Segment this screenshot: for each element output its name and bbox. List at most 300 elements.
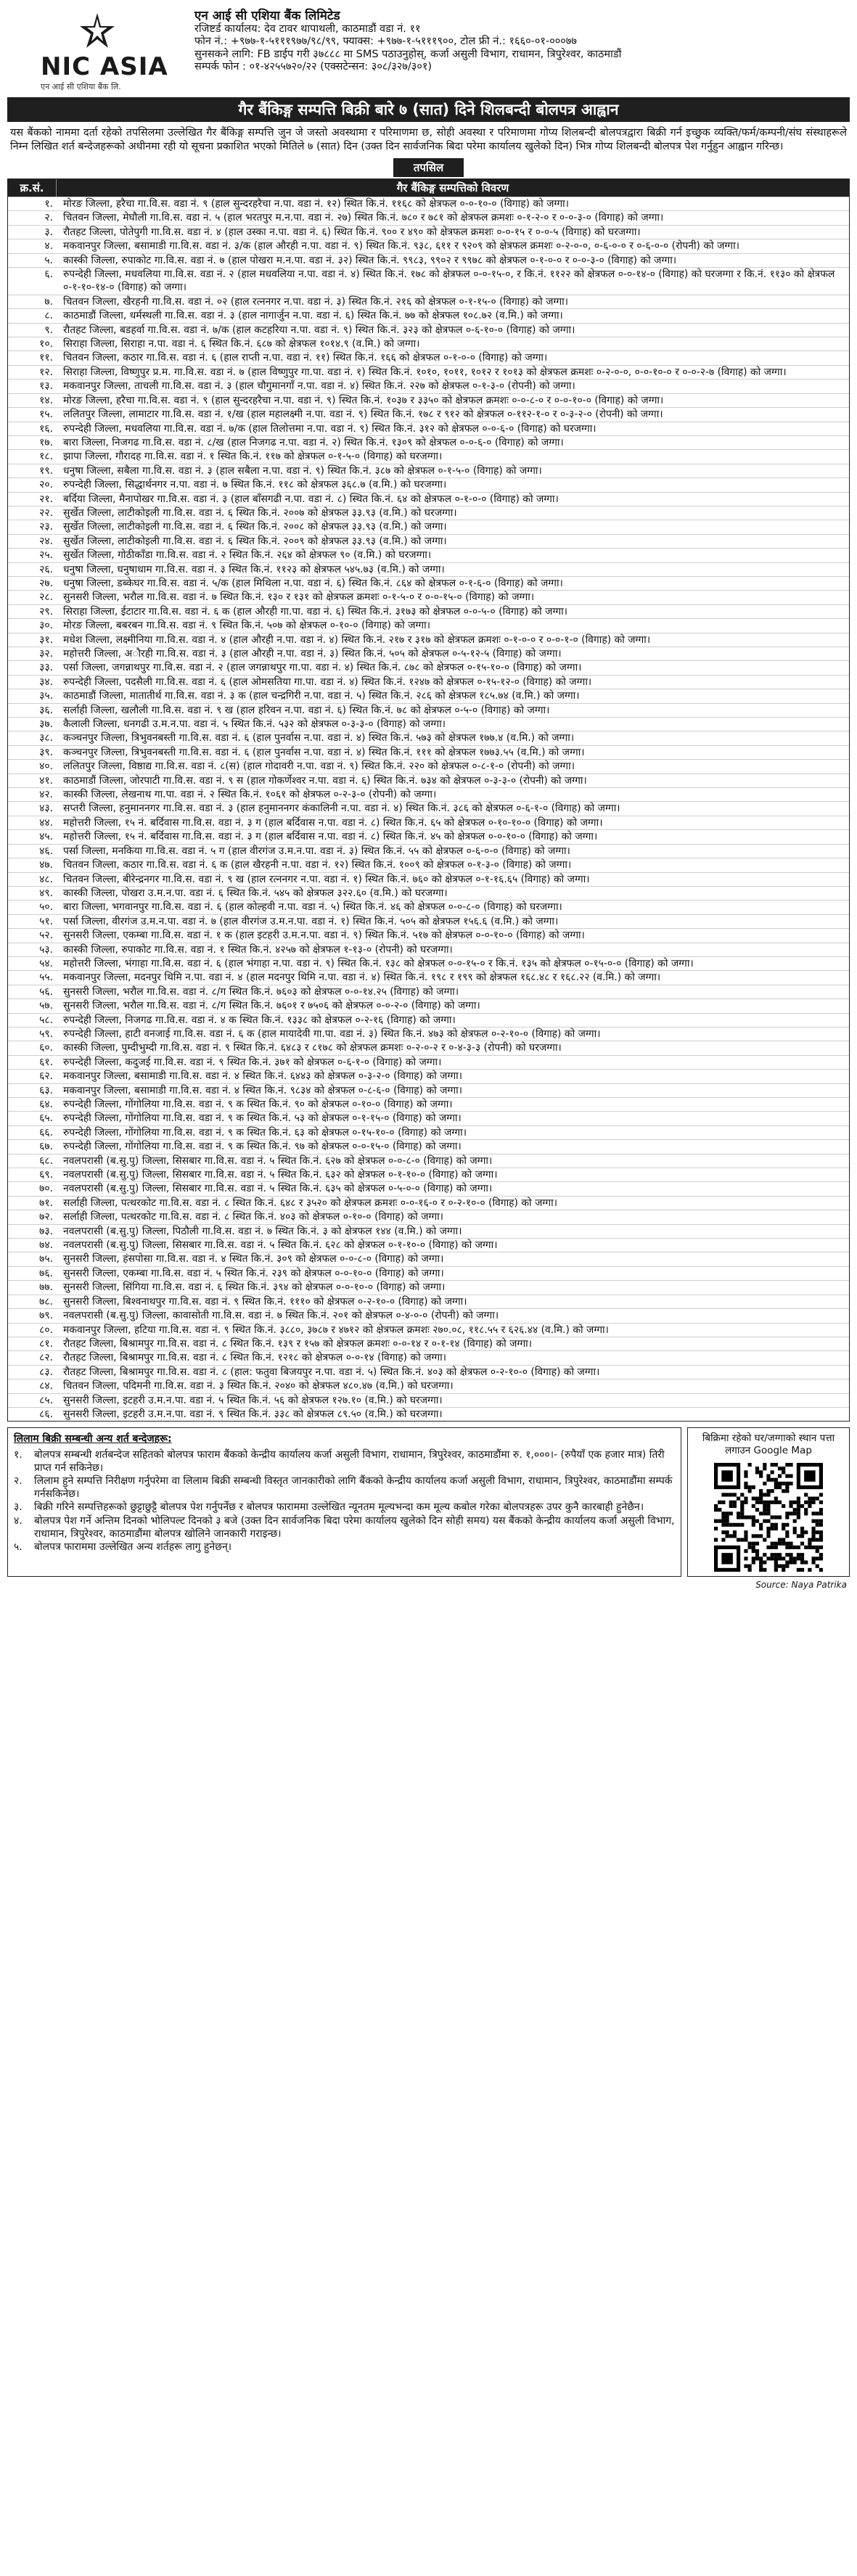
row-description: सर्लाही जिल्ला, खलौली गा.वि.स. वडा नं. ९ ख (हाल हरिवन न.पा. वडा नं. ६) स्थित कि.नं. ७८ को क्षेत्रफल ०-५-० (विगाह) को जग्गा। xyxy=(63,704,550,716)
row-number: ६१. xyxy=(39,1056,53,1068)
row-description: नवलपरासी (ब.सु.पु) जिल्ला, पिठौली गा.वि.स. वडा नं. ७ स्थित कि.नं. ३ को क्षेत्रफल १४४ (व.मि.) को जग्गा। xyxy=(63,1225,462,1237)
table-row xyxy=(8,731,849,745)
term-text: बिक्री गरिने सम्पत्तिहरूको छुट्टाछुट्टै बोलपत्र पेश गर्नुपर्नेछ र बोलपत्र फाराममा उल्लेखित न्यूनतम मूल्यभन्दा कम मूल्य कबोल गरेका बोलपत्रहरू उपर कुनै कारबाही हुनेछैन। xyxy=(34,1501,644,1514)
row-description: काठमाडौं जिल्ला, जोरपाटी गा.वि.स. वडा नं. ९ स (हाल गोकर्णेश्वर न.पा. वडा नं. ६) स्थित कि.नं. ७३४ को क्षेत्रफल ०-३-३-० (रोपनी) को जग्गा। xyxy=(63,774,587,787)
row-number: १९. xyxy=(39,464,53,477)
table-row xyxy=(8,943,849,956)
table-row xyxy=(8,1266,849,1280)
row-description: नवलपरासी (ब.सु.पु) जिल्ला, सिसबार गा.वि.स. वडा नं. ५ स्थित कि.नं. ६३५ को क्षेत्रफल ०-५-०-० (विगाह) को जग्गा। xyxy=(63,1183,493,1195)
table-row xyxy=(8,492,849,506)
table-row xyxy=(8,1168,849,1181)
row-description: रौतहट जिल्ला, बिश्रामपुर गा.वि.स. वडा नं. ८ स्थित कि.नं. १२१८ को क्षेत्रफल ०-०-१४ (विगाह) को जग्गा। xyxy=(63,1352,446,1364)
term-number: २. xyxy=(14,1474,22,1487)
row-description: सुनसरी जिल्ला, इटहरी उ.म.न.पा. वडा नं. ५ स्थित कि.नं. ५६ को क्षेत्रफल १२७.१० (व.मि.) को घरजग्गा। xyxy=(63,1394,443,1406)
table-row xyxy=(8,534,849,548)
row-description: सर्लाही जिल्ला, पत्थरकोट गा.वि.स. वडा नं. ८ स्थित कि.नं. ४०३ को क्षेत्रफल ०-१०-० (विगाह) को जग्गा। xyxy=(63,1211,444,1223)
row-description: सुर्खेत जिल्ला, लाटीकोइली गा.वि.स. वडा नं. ६ स्थित कि.नं. २००७ को क्षेत्रफल ३३.९३ (व.मि.) को घरजग्गा। xyxy=(63,506,457,519)
row-number: ५८. xyxy=(39,1014,53,1026)
row-number: ५७. xyxy=(39,1000,53,1012)
row-number: ४३. xyxy=(39,803,53,815)
row-description: नवलपरासी (ब.सु.पु) जिल्ला, कावासोती गा.वि.स. वडा नं. ७ स्थित कि.नं. २०१ को क्षेत्रफल ०-४-०-० (रोपनी) को जग्गा। xyxy=(63,1310,499,1322)
table-row xyxy=(8,365,849,379)
term-item xyxy=(14,1501,675,1514)
table-row xyxy=(8,407,849,421)
intro-paragraph: यस बैंकको नाममा दर्ता रहेको तपसिलमा उल्लेखित गैर बैंकिङ्ग सम्पत्ति जुन जे जस्तो अवस्थामा र परिमाणमा छ, सोही अवस्था र परिमाणमा गोप्य शिलबन्दी बोलपत्रद्वारा बिक्री गर्न इच्छुक व्यक्ति/फर्म/कम्पनी/संघ संस्थाहरूले निम्न लिखित शर्त बन्देजहरूको अधीनमा रही यो सूचना प्रकाशित भएको मितिले ७ (सात) दिन (उक्त दिन सार्वजनिक बिदा परेमा कार्यालय खुलेको दिन) भित्र गोप्य शिलबन्दी बोलपत्र पेश गर्नुहुन आह्वान गरिन्छ। xyxy=(10,127,847,152)
row-number: ६४. xyxy=(39,1099,53,1110)
term-number: ४. xyxy=(14,1514,22,1527)
row-number: ७६. xyxy=(39,1267,53,1279)
row-description: कञ्चनपुर जिल्ला, त्रिभुवनबस्ती गा.वि.स. वडा नं. ६ (हाल पुनर्वास न.पा. वडा नं. ४) स्थित कि.नं. १११ को क्षेत्रफल १७७३.५५ (व.मि.) को जग्गा। xyxy=(63,746,585,758)
table-row xyxy=(8,872,849,886)
row-number: ४६. xyxy=(39,845,53,857)
row-description: रुपन्देही जिल्ला, मधवलिया गा.वि.स. वडा नं. २ (हाल मधवलिया न.पा. वडा नं. ४) स्थित कि.नं. १७८ को क्षेत्रफल ०-०-१५-०, र कि.नं. ११२२ को क्षेत्रफल ०-०-१४-० (विगाह) को घरजग्गा र कि.नं. ११३० को क्षेत्रफल ०-१-१०-१४-० (विगाह) को जग्गा। xyxy=(63,268,835,294)
bank-name: एन आई सी एशिया बैंक लिमिटेड xyxy=(194,9,340,23)
row-number: ४७. xyxy=(39,859,53,871)
row-number: ७४. xyxy=(39,1239,53,1252)
row-description: चितवन जिल्ला, पदिमनी गा.वि.स. वडा नं. ३ स्थित कि.नं. २०४० को क्षेत्रफल ४८०.४७ (व.मि.) को घरजग्गा। xyxy=(63,1380,454,1392)
row-number: ४२. xyxy=(39,789,53,801)
row-description: बारा जिल्ला, भगवानपुर गा.वि.स. वडा नं. ६ (हाल कोल्हवी न.पा. वडा नं. ५) स्थित कि.नं. ४६ को क्षेत्रफल ०-०-८-० (विगाह) को घरजग्गा। xyxy=(63,901,562,914)
table-row xyxy=(8,210,849,224)
row-description: चितवन जिल्ला, खैरहनी गा.वि.स. वडा नं. ०२ (हाल रत्ननगर न.पा. वडा नं. ३) स्थित कि.नं. २१६ को क्षेत्रफल ०-१-१५-० (विगाह) को जग्गा। xyxy=(63,295,569,308)
row-description: बर्दिया जिल्ला, मैनापोखर गा.वि.स. वडा नं. ३ (हाल बाँसगढी न.पा. वडा नं. ८) स्थित कि.नं. ६४ को क्षेत्रफल ०-१-०-० (विगाह) को जग्गा। xyxy=(63,493,559,505)
row-number: ६८. xyxy=(39,1154,53,1167)
row-description: रुपन्देही जिल्ला, मधवलिया गा.वि.स. वडा नं. ७/क (हाल तिलोत्तमा न.पा. वडा नं. ९) स्थित कि.नं. ३१२ को क्षेत्रफल ०-०-६-० (विगाह) को घरजग्गा। xyxy=(63,422,596,435)
table-row xyxy=(8,1097,849,1111)
row-number: २४. xyxy=(39,535,53,547)
qr-box xyxy=(687,1427,850,1577)
row-description: महोत्तरी जिल्ला, अाैरही गा.वि.स. वडा नं. ३ (हाल औरही न.पा. वडा नं. ३) स्थित कि.नं. ५०५ को क्षेत्रफल ०-५-१२-५ (विगाह) को जग्गा। xyxy=(63,648,562,660)
row-number: ६०. xyxy=(39,1042,53,1054)
row-number: ५६. xyxy=(39,985,53,998)
row-number: ४१. xyxy=(39,774,53,787)
table-row xyxy=(8,801,849,815)
table-row xyxy=(8,1224,849,1238)
row-description: चितवन जिल्ला, बीरेन्द्रनगर गा.वि.स. वडा नं. ९ ख (हाल रत्ननगर न.पा. वडा नं. १) स्थित कि.नं. ७६० को क्षेत्रफल ०-१-१६.६५ (विगाह) को जग्गा। xyxy=(63,873,590,885)
row-description: मोरङ जिल्ला, हरैचा गा.वि.स. वडा नं. ९ (हाल सुन्दरहरैचा न.पा. वडा नं. १२) स्थित कि.नं. ११६८ को क्षेत्रफल ०-०-१०-० (विगाह) को जग्गा। xyxy=(63,198,570,210)
table-row xyxy=(8,745,849,759)
row-description: रुपन्देही जिल्ला, निजगढ गा.वि.स. वडा नं. ४ क स्थित कि.नं. १३३८ को क्षेत्रफल ०-२-१६ (विगाह) को जग्गा। xyxy=(63,1014,456,1026)
row-number: ९. xyxy=(44,324,53,336)
row-description: रुपन्देही जिल्ला, हाटी वनजाई गा.वि.स. वडा नं. ६ क (हाल मायादेवी गा.पा. वडा नं. ३) स्थित कि.नं. ४७३ को क्षेत्रफल ०-२-१०-० (विगाह) को जग्गा। xyxy=(63,1027,601,1040)
row-description: ललितपुर जिल्ला, लामाटार गा.वि.स. वडा नं. १/ख (हाल महालक्ष्मी न.पा. वडा नं. ९) स्थित कि.नं. १७८ र ९१२ को क्षेत्रफल ०-११२-१-० र ०-३-२-० (रोपनी) को जग्गा। xyxy=(63,409,663,421)
term-item xyxy=(14,1514,675,1541)
term-number: १. xyxy=(14,1448,22,1461)
bank-contact: सम्पर्क फोन : ०१-४२५५७२०/२२ (एक्सटेन्सन: ३०८/३२७/३०१) xyxy=(194,61,432,73)
term-number: ३. xyxy=(14,1501,22,1514)
table-row xyxy=(8,1210,849,1223)
term-number: ५. xyxy=(14,1541,22,1553)
terms-list xyxy=(14,1448,675,1554)
table-row xyxy=(8,379,849,393)
schedule-heading xyxy=(7,158,850,177)
row-number: ६५. xyxy=(39,1112,53,1125)
table-row xyxy=(8,1393,849,1407)
row-description: मकवानपुर जिल्ला, ताचली गा.वि.स. वडा नं. ३ (हाल चौगुमानगाँ न.पा. वडा नं. ४) स्थित कि.नं. २२७ को क्षेत्रफल ०-१-३-० (रोपनी) को जग्गा। xyxy=(63,380,575,393)
row-number: १७. xyxy=(39,436,53,448)
row-description: बारा जिल्ला, निजगढ गा.वि.स. वडा नं. ८/ख (हाल निजगढ न.पा. वडा नं. २) स्थित कि.नं. १३०९ को क्षेत्रफल ०-०-६-० (विगाह) को जग्गा। xyxy=(63,436,564,448)
row-number: १२. xyxy=(39,366,53,378)
row-description: सुनसरी जिल्ला, भरौल गा.वि.स. वडा नं. ८/ग स्थित कि.नं. ७६०१ र ७५०६ को क्षेत्रफल ०-०-२-० (विगाह) को जग्गा। xyxy=(63,1000,480,1012)
row-number: ३७. xyxy=(39,718,53,731)
row-description: रुपन्देही जिल्ला, सिद्धार्थनगर न.पा. वडा नं. ७ स्थित कि.नं. ११८ को क्षेत्रफल ३६८.७ (व.मि.) को घरजग्गा। xyxy=(63,479,447,491)
table-row xyxy=(8,759,849,773)
row-number: ६७. xyxy=(39,1141,53,1153)
row-description: रुपन्देही जिल्ला, गोंगोलिया गा.वि.स. वडा नं. ९ क स्थित कि.नं. ९७ को क्षेत्रफल ०-०-१५-० (विगाह) को जग्गा। xyxy=(63,1141,462,1153)
row-description: कास्की जिल्ला, लेखनाथ गा.पा. वडा नं. २ स्थित कि.नं. १०६१ को क्षेत्रफल ०-२-३-० (रोपनी) को जग्गा। xyxy=(63,789,437,801)
table-row xyxy=(8,1055,849,1069)
table-row xyxy=(8,308,849,322)
row-description: रुपन्देही जिल्ला, गोंगोलिया गा.वि.स. वडा नं. ९ क स्थित कि.नं. ५३ को क्षेत्रफल ०-१-१५-० (विगाह) को जग्गा। xyxy=(63,1112,462,1125)
row-number: ४०. xyxy=(39,760,53,773)
table-row xyxy=(8,1337,849,1350)
row-number: ३२. xyxy=(39,648,53,660)
row-description: सप्तरी जिल्ला, हनुमाननगर गा.वि.स. वडा नं. ३ (हाल हनुमाननगर कंकालिनी न.पा. वडा नं. ४) स्थित कि.नं. ३८६ को क्षेत्रफल ०-६-१-० (विगाह) को जग्गा। xyxy=(63,803,620,815)
row-description: पर्सा जिल्ला, वीरगंज उ.म.न.पा. वडा नं. ७ (हाल वीरगंज उ.म.न.पा. वडा नं. १) स्थित कि.नं. ५०५ को क्षेत्रफल १५६.६ (व.मि.) को जग्गा। xyxy=(63,915,559,927)
table-row xyxy=(8,1125,849,1139)
row-description: कास्की जिल्ला, पोखरा उ.म.न.पा. वडा नं. ६ स्थित कि.नं. ५४५ को क्षेत्रफल ३२२.६० (व.मि.) को घरजग्गा। xyxy=(63,887,448,899)
row-description: रुपन्देही जिल्ला, गोंगोलिया गा.वि.स. वडा नं. ९ क स्थित कि.नं. ९० को क्षेत्रफल ०-१०-० (विगाह) को जग्गा। xyxy=(63,1099,453,1110)
row-description: रुपन्देही जिल्ला, पदसैली गा.वि.स. वडा नं. ६ (हाल ओमसतिया गा.पा. वडा नं. ४) स्थित कि.नं. १२४७ को क्षेत्रफल ०-१५-१२-० (विगाह) को जग्गा। xyxy=(63,676,592,688)
row-description: मकवानपुर जिल्ला, बसामाडी गा.वि.स. वडा नं. ४ स्थित कि.नं. ९८३४ को क्षेत्रफल ०-८-६-० (विगाह) को जग्गा। xyxy=(63,1084,463,1096)
notice-title: गैर बैंकिङ्ग सम्पत्ति बिक्री बारे ७ (सात) दिने शिलबन्दी बोलपत्र आह्वान xyxy=(7,97,850,122)
table-row xyxy=(8,562,849,576)
table-row xyxy=(8,295,849,308)
table-row xyxy=(8,956,849,970)
row-number: २९. xyxy=(39,605,53,618)
table-row xyxy=(8,1111,849,1125)
row-number: ३१. xyxy=(39,633,53,646)
table-row xyxy=(8,1196,849,1210)
logo-tagline: एन आई सी एशिया बैंक लि. xyxy=(41,82,121,91)
row-number: ७०. xyxy=(39,1183,53,1195)
row-number: ७२. xyxy=(39,1211,53,1223)
table-row xyxy=(8,1252,849,1266)
table-row xyxy=(8,717,849,731)
table-row xyxy=(8,998,849,1012)
table-row xyxy=(8,1323,849,1337)
header xyxy=(7,6,850,94)
table-row xyxy=(8,970,849,984)
term-item xyxy=(14,1448,675,1474)
table-row xyxy=(8,449,849,463)
row-description: सुनसरी जिल्ला, सिंगिया गा.वि.स. वडा नं. ६ स्थित कि.नं. ३९४ को क्षेत्रफल ०-०-१०-० (विगाह) को जग्गा। xyxy=(63,1281,446,1294)
table-row xyxy=(8,774,849,787)
row-number: ५३. xyxy=(39,943,53,956)
row-number: ८१. xyxy=(39,1337,53,1350)
table-row xyxy=(8,647,849,660)
table-row xyxy=(8,618,849,632)
row-number: १०. xyxy=(39,338,53,350)
table-row xyxy=(8,633,849,647)
row-number: ५९. xyxy=(39,1027,53,1040)
row-number: ७३. xyxy=(39,1225,53,1237)
bottom-section xyxy=(7,1427,850,1577)
row-description: कास्की जिल्ला, रुपाकोट गा.वि.स. वडा नं. ७ (हाल पोखरा म.न.पा. वडा नं. ३२) स्थित कि.नं. ९९८३, ९९०२ र ९९७८ को क्षेत्रफल ०-१-०-० र ०-०-३-० (विगाह) को जग्गा। xyxy=(63,254,677,266)
row-number: १८. xyxy=(39,451,53,463)
table-row xyxy=(8,858,849,871)
row-description: मकवानपुर जिल्ला, हटिया गा.वि.स. वडा नं. ९ स्थित कि.नं. ३८८०, ३७८७ र ४७१२ को क्षेत्रफल क्रमशः २७०.०८, ११८.५५ र ६२६.४४ (व.मि.) को जग्गा। xyxy=(63,1324,609,1336)
table-row xyxy=(8,590,849,604)
table-row xyxy=(8,1308,849,1322)
table-row xyxy=(8,1139,849,1153)
table-row xyxy=(8,576,849,590)
row-number: ३. xyxy=(44,226,53,238)
row-number: ३०. xyxy=(39,620,53,632)
row-number: ८३. xyxy=(39,1366,53,1378)
table-row xyxy=(8,604,849,618)
row-description: सिराहा जिल्ला, विष्णुपुर प्र.म. गा.वि.स. वडा नं. ७ (हाल विष्णुपुर गा.पा. वडा नं. १) स्थित कि.नं. १०१०, १०११, १०१२ र १०१३ को क्षेत्रफल क्रमशः ०-२-०-०, ०-०-१०-० र ०-०-२-७ (विगाह) को जग्गा। xyxy=(63,366,787,378)
row-number: २१. xyxy=(39,493,53,505)
table-row xyxy=(8,225,849,239)
table-row xyxy=(8,422,849,435)
table-row xyxy=(8,703,849,717)
row-description: सर्लाही जिल्ला, पत्थरकोट गा.वि.स. वडा नं. ८ स्थित कि.नं. ६४८ र ३५२० को क्षेत्रफल क्रमशः ०-०-१६-० र ०-२-१०-० (विगाह) को जग्गा। xyxy=(63,1197,557,1209)
table-row xyxy=(8,393,849,407)
row-description: सुनसरी जिल्ला, इटहरी उ.म.न.पा. वडा नं. ९ स्थित कि.नं. ३३८ को क्षेत्रफल ८९.५० (व.मि.) को घरजग्गा। xyxy=(63,1408,443,1420)
term-text: लिलाम हुने सम्पत्ति निरीक्षण गर्नुपरेमा वा लिलाम बिक्री सम्बन्धी विस्तृत जानकारीको लागि बैंकको केन्द्रीय कार्यालय कर्जा असुली विभाग, राधामान, त्रिपुरेश्वर, काठमाडौंमा सम्पर्क गर्नसकिनेछ। xyxy=(34,1474,673,1501)
row-description: मोरङ जिल्ला, बबरबन गा.वि.स. वडा नं. ९ स्थित कि.नं. ५०७ को क्षेत्रफल ०-१०-० (विगाह) को जग्गा। xyxy=(63,620,430,632)
bank-logo xyxy=(12,9,186,90)
table-row xyxy=(8,464,849,477)
term-item xyxy=(14,1541,675,1554)
row-description: सिराहा जिल्ला, सिराहा न.पा. वडा नं. ६ स्थित कि.नं. ६८७ को क्षेत्रफल १०१४.९ (व.मि.) को जग्गा। xyxy=(63,338,420,350)
table-row xyxy=(8,239,849,253)
row-number: ४. xyxy=(44,240,53,253)
logo-text: NIC ASIA xyxy=(41,52,168,81)
row-number: ७५. xyxy=(39,1253,53,1266)
row-number: ४९. xyxy=(39,887,53,899)
row-description: रुपन्देही जिल्ला, गोंगोलिया गा.वि.स. वडा नं. ९ क स्थित कि.नं. ६३ को क्षेत्रफल ०-१५-१०-० (विगाह) को जग्गा। xyxy=(63,1126,467,1139)
row-description: रौतहट जिल्ला, बिश्रामपुर गा.वि.स. वडा नं. ८ (हाल: फतुवा बिजयपुर न.पा. वडा नं. ५) स्थित कि.नं. ४०३ को क्षेत्रफल ०-२-१०-० (विगाह) को जग्गा। xyxy=(63,1366,600,1378)
row-number: ३८. xyxy=(39,732,53,745)
row-number: २७. xyxy=(39,577,53,589)
row-description: मकवानपुर जिल्ला, बसामाडी गा.वि.स. वडा नं. ३/क (हाल औरही न.पा. वडा नं. ९) स्थित कि.नं. ९३८, ६११ र ९२०९ को क्षेत्रफल क्रमशः ०-२-०-०, ०-६-०-० र ०-६-०-० (रोपनी) को जग्गा। xyxy=(63,240,739,253)
schedule-label: तपसिल xyxy=(393,158,464,177)
row-description: रुपन्देही जिल्ला, कदुजई गा.वि.स. वडा नं. ९ स्थित कि.नं. ३७१ को क्षेत्रफल ०-६-१-० (विगाह) को जग्गा। xyxy=(63,1056,442,1068)
row-description: कैलाली जिल्ला, धनगढी उ.म.न.पा. वडा नं. ५ स्थित कि.नं. ५३२ को क्षेत्रफल ०-३-३-० (विगाह) को जग्गा। xyxy=(63,718,446,731)
row-number: ५. xyxy=(44,254,53,266)
row-number: ३५. xyxy=(39,690,53,702)
table-header xyxy=(8,179,849,197)
table-row xyxy=(8,435,849,449)
row-description: सुनसरी जिल्ला, एकम्बा गा.वि.स. वडा नं. १ क (हाल इटहरी उ.म.न.पा. वडा नं. ९) स्थित कि.नं. ५१७ को क्षेत्रफल ०-०-१०-० (विगाह) को जग्गा। xyxy=(63,930,585,942)
table-row xyxy=(8,1069,849,1083)
table-row xyxy=(8,689,849,702)
header-desc: गैर बैंकिङ्ग सम्पत्तिको विवरण xyxy=(396,181,509,194)
row-number: २६. xyxy=(39,563,53,575)
table-row xyxy=(8,1295,849,1308)
qr-caption: बिक्रिमा रहेको घर/जग्गाको स्थान पत्ता लगाउन Google Map xyxy=(702,1432,835,1457)
row-description: कञ्चनपुर जिल्ला, त्रिभुवनबस्ती गा.वि.स. वडा नं. ६ (हाल पुनर्वास न.पा. वडा नं. ४) स्थित कि.नं. ५७३ को क्षेत्रफल १७७.४ (व.मि.) को जग्गा। xyxy=(63,732,575,745)
row-number: ८०. xyxy=(39,1324,53,1336)
table-row xyxy=(8,1083,849,1097)
row-number: ६२. xyxy=(39,1070,53,1083)
row-number: ३३. xyxy=(39,662,53,674)
bank-info xyxy=(194,10,659,74)
row-number: ८५. xyxy=(39,1394,53,1406)
table-row xyxy=(8,337,849,350)
row-description: काठमाडौं जिल्ला, धर्मस्थली गा.वि.स. वडा नं. ३ (हाल नागार्जुन न.पा. वडा नं. ६) स्थित कि.नं. ७७ को क्षेत्रफल १०८.७२ (व.मि.) को जग्गा। xyxy=(63,310,563,322)
term-text: बोलपत्र पेश गर्ने अन्तिम दिनको भोलिपल्ट दिनको ३ बजे (उक्त दिन सार्वजनिक बिदा परेमा कार्यालय खुलेको दिन सोही समय) यस बैंकको केन्द्रीय कार्यालय कर्जा असुली विभाग, राधामान, त्रिपुरेश्वर, काठमाडौंमा बोलपत्र खोलिने जानकारी गराइन्छ। xyxy=(34,1514,675,1540)
table-row xyxy=(8,1407,849,1421)
terms-title: लिलाम बिक्री सम्बन्धी अन्य शर्त बन्देजहरू: xyxy=(14,1433,172,1445)
row-number: ४४. xyxy=(39,816,53,829)
row-number: ५२. xyxy=(39,930,53,942)
row-description: सुनसरी जिल्ला, भरौल गा.वि.स. वडा नं. ८/ग स्थित कि.नं. ७६०३ को क्षेत्रफल ०-०-१४.२५ (विगाह) को जग्गा। xyxy=(63,985,459,998)
row-number: ३६. xyxy=(39,704,53,716)
row-description: सुर्खेत जिल्ला, गोठीकाँडा गा.वि.स. वडा नं. २ स्थित कि.नं. २६४ को क्षेत्रफल ९० (व.मि.) को घरजग्गा। xyxy=(63,549,432,562)
row-number: ११. xyxy=(39,352,53,364)
source-credit: Source: Naya Patrika xyxy=(755,1580,847,1591)
row-description: नवलपरासी (ब.सु.पु) जिल्ला, सिसबार गा.वि.स. वडा नं. ५ स्थित कि.नं. ६२८ को क्षेत्रफल ०-१-१०-० (विगाह) को जग्गा। xyxy=(63,1239,498,1252)
table-row xyxy=(8,197,849,210)
table-row xyxy=(8,1350,849,1364)
row-number: २०. xyxy=(39,479,53,491)
row-number: २८. xyxy=(39,591,53,604)
bank-phone: फोन नं.: +९७७-१-५१११९७७/९८/९९, फ्याक्स: +९७७-१-५१११९००, टोल फ्री नं.: १६६०-०१-०००७७ xyxy=(194,36,577,47)
row-number: ६. xyxy=(44,268,53,281)
row-description: झापा जिल्ला, गौरादह गा.वि.स. वडा नं. १ स्थित कि.नं. ११७ को क्षेत्रफल ०-१-५-० (विगाह) को घरजग्गा। xyxy=(63,451,443,463)
row-number: ८. xyxy=(44,310,53,322)
row-number: १. xyxy=(44,198,53,210)
row-number: १५. xyxy=(39,409,53,421)
row-number: ६३. xyxy=(39,1084,53,1096)
row-number: २३. xyxy=(39,521,53,533)
table-row xyxy=(8,506,849,520)
row-description: चितवन जिल्ला, कठार गा.वि.स. वडा नं. ६ (हाल राप्ती न.पा. वडा नं. ११) स्थित कि.नं. १६६ को क्षेत्रफल ०-१-०-० (विगाह) को जग्गा। xyxy=(63,352,548,364)
table-row xyxy=(8,253,849,267)
table-row xyxy=(8,1181,849,1195)
row-number: ८२. xyxy=(39,1352,53,1364)
row-number: २५. xyxy=(39,549,53,562)
row-number: ४८. xyxy=(39,873,53,885)
row-description: सुनसरी जिल्ला, एकम्बा गा.वि.स. वडा नं. ५ स्थित कि.नं. २३९ को क्षेत्रफल ०-०-१०-० (विगाह) को जग्गा। xyxy=(63,1267,444,1279)
table-row xyxy=(8,520,849,533)
table-row xyxy=(8,350,849,364)
table-row xyxy=(8,787,849,801)
table-row xyxy=(8,1280,849,1294)
table-row xyxy=(8,1041,849,1054)
row-number: ५४. xyxy=(39,957,53,969)
row-description: पर्सा जिल्ला, मनकिया गा.वि.स. वडा नं. ५ ग (हाल वीरगंज उ.म.न.पा. वडा नं. ३) स्थित कि.नं. ५५ को क्षेत्रफल ०-६-०-० (विगाह) को जग्गा। xyxy=(63,845,570,857)
row-description: सुर्खेत जिल्ला, लाटीकोइली गा.वि.स. वडा नं. ६ स्थित कि.नं. २००८ को क्षेत्रफल ३३.९३ (व.मि.) को जग्गा। xyxy=(63,521,447,533)
row-number: १४. xyxy=(39,394,53,406)
star-logo-icon xyxy=(78,12,116,49)
row-number: ३९. xyxy=(39,746,53,758)
table-row xyxy=(8,928,849,942)
term-item xyxy=(14,1474,675,1501)
property-table xyxy=(7,179,850,1422)
row-number: १३. xyxy=(39,380,53,393)
row-description: धनुषा जिल्ला, डब्केघर गा.वि.स. वडा नं. ५/क (हाल मिथिला न.पा. वडा नं. ६) स्थित कि.नं. ८६४ को क्षेत्रफल ०-१-६-० (विगाह) को जग्गा। xyxy=(63,577,563,589)
row-description: काठमाडौं जिल्ला, मातातीर्थ गा.वि.स. वडा नं. ३ क (हाल चन्द्रगिरी न.पा. वडा नं. ५) स्थित कि.नं. २८६ को क्षेत्रफल १८५.७४ (व.मि.) को जग्गा। xyxy=(63,690,580,702)
row-number: ४५. xyxy=(39,831,53,843)
row-number: ७. xyxy=(44,295,53,308)
table-row xyxy=(8,660,849,674)
row-number: २. xyxy=(44,212,53,224)
row-description: मकवानपुर जिल्ला, बसामाडी गा.वि.स. वडा नं. ४ स्थित कि.नं. ६४४३ को क्षेत्रफल ०-३-२-० (विगाह) को जग्गा। xyxy=(63,1070,463,1083)
row-description: महोत्तरी जिल्ला, १५ नं. बर्दिवास गा.वि.स. वडा नं. ३ ग (हाल बर्दिवास न.पा. वडा नं. ८) स्थित कि.नं. ४५ को क्षेत्रफल ०-०-१०-० (विगाह) को जग्गा। xyxy=(63,831,598,843)
row-description: मोरङ जिल्ला, हरैचा गा.वि.स. वडा नं. ९ (हाल सुन्दरहरैचा न.पा. वडा नं. ९) स्थित कि.नं. १०३७ र ३३५० को क्षेत्रफल क्रमशः ०-०-८-० र ०-०-१०-० (विगाह) को जग्गा। xyxy=(63,394,664,406)
row-number: ८६. xyxy=(39,1408,53,1420)
table-body xyxy=(8,197,849,1421)
row-description: धनुषा जिल्ला, सबैला गा.वि.स. वडा नं. ३ (हाल सबैला न.पा. वडा नं. ९) स्थित कि.नं. ३८७ को क्षेत्रफल ०-१-५-० (विगाह) को जग्गा। xyxy=(63,464,542,477)
table-row xyxy=(8,1013,849,1027)
term-text: बोलपत्र सम्बन्धी शर्तबन्देज सहितको बोलपत्र फाराम बैंकको केन्द्रीय कार्यालय कर्जा असुली विभाग, राधामान, त्रिपुरेश्वर, काठमाडौंमा रु. १,०००।- (रुपैयाँ एक हजार मात्र) तिरी प्राप्त गर्न सकिनेछ। xyxy=(34,1448,665,1474)
table-row xyxy=(8,829,849,843)
row-number: ७९. xyxy=(39,1310,53,1322)
row-description: सिराहा जिल्ला, ईटाटार गा.वि.स. वडा नं. ६ क (हाल औरही गा.पा. वडा नं. ६) स्थित कि.नं. ३१७३ को क्षेत्रफल ०-०-५-० (विगाह) को जग्गा। xyxy=(63,605,568,618)
row-number: ५१. xyxy=(39,915,53,927)
row-description: नवलपरासी (ब.सु.पु) जिल्ला, सिसबार गा.वि.स. वडा नं. ५ स्थित कि.नं. ६२७ को क्षेत्रफल ०-०-८-० (विगाह) को जग्गा। xyxy=(63,1154,493,1167)
row-description: महोत्तरी जिल्ला, १५ नं. बर्दिवास गा.वि.स. वडा नं. ३ ग (हाल बर्दिवास न.पा. वडा नं. ८) स्थित कि.नं. ६५ को क्षेत्रफल ०-१०-१०-० (विगाह) को जग्गा। xyxy=(63,816,603,829)
table-row xyxy=(8,1379,849,1392)
table-row xyxy=(8,985,849,998)
table-row xyxy=(8,844,849,858)
row-description: कास्की जिल्ला, पुम्दीभुम्दी गा.वि.स. वडा नं. ९ स्थित कि.नं. ६४८३ र ८१७८ को क्षेत्रफल क्रमशः ०-२-०-२ र ०-४-३-३ (रोपनी) को घरजग्गा। xyxy=(63,1042,562,1054)
row-description: मधेश जिल्ला, लक्ष्मीनिया गा.वि.स. वडा नं. ४ (हाल औरही न.पा. वडा नं. ४) स्थित कि.नं. २१७ र ३१७ को क्षेत्रफल क्रमशः ०-१-०-० र ०-०-१-० (विगाह) को जग्गा। xyxy=(63,633,651,646)
row-number: २२. xyxy=(39,506,53,519)
row-description: रौतहट जिल्ला, बडहर्वा गा.वि.स. वडा नं. ७/क (हाल कटहरिया न.पा. वडा नं. ९) स्थित कि.नं. ३२३ को क्षेत्रफल ०-६-१०-० (विगाह) को जग्गा। xyxy=(63,324,575,336)
header-sn: क्र.सं. xyxy=(8,179,57,197)
table-row xyxy=(8,675,849,689)
row-description: सुनसरी जिल्ला, हंसपोसा गा.वि.स. वडा नं. ४ स्थित कि.नं. ३०९ को क्षेत्रफल ०-०-८-० (विगाह) को जग्गा। xyxy=(63,1253,444,1266)
row-description: सुनसरी जिल्ला, बिश्वनाथपुर गा.वि.स. वडा नं. ९ स्थित कि.नं. १११० को क्षेत्रफल ०-२-१०-० (विगाह) को जग्गा। xyxy=(63,1295,467,1308)
row-number: ५५. xyxy=(39,972,53,984)
table-row xyxy=(8,900,849,914)
table-row xyxy=(8,886,849,900)
row-number: ५०. xyxy=(39,901,53,914)
qr-code-icon[interactable] xyxy=(714,1463,823,1572)
table-row xyxy=(8,477,849,491)
row-number: ६९. xyxy=(39,1169,53,1181)
row-number: ८४. xyxy=(39,1380,53,1392)
row-description: पर्सा जिल्ला, जगन्नाथपुर गा.वि.स. वडा नं. २ (हाल जगन्नाथपुर गा.पा. वडा नं. ४) स्थित कि.नं. ८७८ को क्षेत्रफल ०-१५-१०-० (विगाह) को जग्गा। xyxy=(63,662,582,674)
table-row xyxy=(8,548,849,562)
table-row xyxy=(8,267,849,295)
row-description: सुर्खेत जिल्ला, लाटीकोइली गा.वि.स. वडा नं. ६ स्थित कि.नं. २००९ को क्षेत्रफल ३३.९३ (व.मि.) को जग्गा। xyxy=(63,535,447,547)
table-row xyxy=(8,323,849,337)
table-row xyxy=(8,914,849,928)
row-description: चितवन जिल्ला, कठार गा.वि.स. वडा नं. ६ क (हाल खैरहनी न.पा. वडा नं. १२) स्थित कि.नं. १००९ को क्षेत्रफल ०-१-३-० (विगाह) को जग्गा। xyxy=(63,859,572,871)
row-description: सुनसरी जिल्ला, भरौल गा.वि.स. वडा नं. ७ स्थित कि.नं. १३० र १३१ को क्षेत्रफल क्रमशः ०-१-५-० र ०-०-१५-० (विगाह) को जग्गा। xyxy=(63,591,535,604)
row-description: महोत्तरी जिल्ला, भंगाहा गा.वि.स. वडा नं. ६ (हाल भंगाहा न.पा. वडा नं. ९) स्थित कि.नं. १३८ को क्षेत्रफल ०-०-१५-० र कि.नं. १३५ को क्षेत्रफल ०-१५-०-० (विगाह) को जग्गा। xyxy=(63,957,694,969)
row-number: ७१. xyxy=(39,1197,53,1209)
row-number: ७८. xyxy=(39,1295,53,1308)
row-description: ललितपुर जिल्ला, विष्ठाद्य गा.वि.स. वडा नं. ८(स) (हाल गोदावरी न.पा. वडा नं. ९) स्थित कि.नं. २२० को क्षेत्रफल ०-८-१-० (रोपनी) को जग्गा। xyxy=(63,760,575,773)
bank-sms: सुनसकने लागि: FB डाईप गरी ३७८८८ मा SMS पठाउनुहोस्, कर्जा असुली विभाग, राधामन, त्रिपुरेश्वर, काठमाडौं xyxy=(194,48,622,60)
row-description: रौतहट जिल्ला, बिश्रामपुर गा.वि.स. वडा नं. ८ स्थित कि.नं. १३९ र १५७ को क्षेत्रफल क्रमशः ०-०-१४ र ०-१-१४ (विगाह) को जग्गा। xyxy=(63,1337,533,1350)
table-row xyxy=(8,1154,849,1168)
row-description: नवलपरासी (ब.सु.पु) जिल्ला, सिसबार गा.वि.स. वडा नं. ५ स्थित कि.नं. ६३२ को क्षेत्रफल ०-१-१०-० (विगाह) को जग्गा। xyxy=(63,1169,498,1181)
row-description: धनुषा जिल्ला, धनुषाधाम गा.वि.स. वडा नं. ३ स्थित कि.नं. ११२३ को क्षेत्रफल ५४५.७३ (व.मि.) को जग्गा। xyxy=(63,563,445,575)
row-description: रौतहट जिल्ला, पोतेपुगी गा.वि.स. वडा नं. ४ (हाल उस्का न.पा. वडा नं. ६) स्थित कि.नं. ९०० र ४९० को क्षेत्रफल क्रमशः ०-०-१५ र ०-०-५ (विगाह) को घरजग्गा। xyxy=(63,226,641,238)
row-number: ७७. xyxy=(39,1281,53,1294)
table-row xyxy=(8,1238,849,1252)
row-number: ३४. xyxy=(39,676,53,688)
row-description: चितवन जिल्ला, मेघौली गा.वि.स. वडा नं. ५ (हाल भरतपुर म.न.पा. वडा नं. २७) स्थित कि.नं. ७८० र ७८१ को क्षेत्रफल क्रमशः ०-१-२-० र ०-०-३-० (विगाह) को जग्गा। xyxy=(63,212,664,224)
row-number: १६. xyxy=(39,422,53,435)
table-row xyxy=(8,1027,849,1041)
row-description: कास्की जिल्ला, रुपाकोट गा.वि.स. वडा नं. १ स्थित कि.नं. ४२५७ को क्षेत्रफल १-१३-० (रोपनी) को घरजग्गा। xyxy=(63,943,453,956)
terms-box xyxy=(7,1427,681,1577)
bank-office: रजिष्टर्ड कार्यालय: देव टावर थापाथली, काठमाडौं वडा नं. ११ xyxy=(194,22,421,35)
table-row xyxy=(8,1365,849,1379)
row-number: ६६. xyxy=(39,1126,53,1139)
row-description: मकवानपुर जिल्ला, मदनपुर थिमि न.पा. वडा नं. ४ (हाल मदनपुर थिमि न.पा. वडा नं. ४) स्थित कि.नं. १९८ र १९९ को क्षेत्रफल १६८.४८ र १६८.२२ (व.मि.) को जग्गा। xyxy=(63,972,661,984)
term-text: बोलपत्र फाराममा उल्लेखित अन्य शर्तहरू लागु हुनेछन्। xyxy=(34,1541,232,1553)
